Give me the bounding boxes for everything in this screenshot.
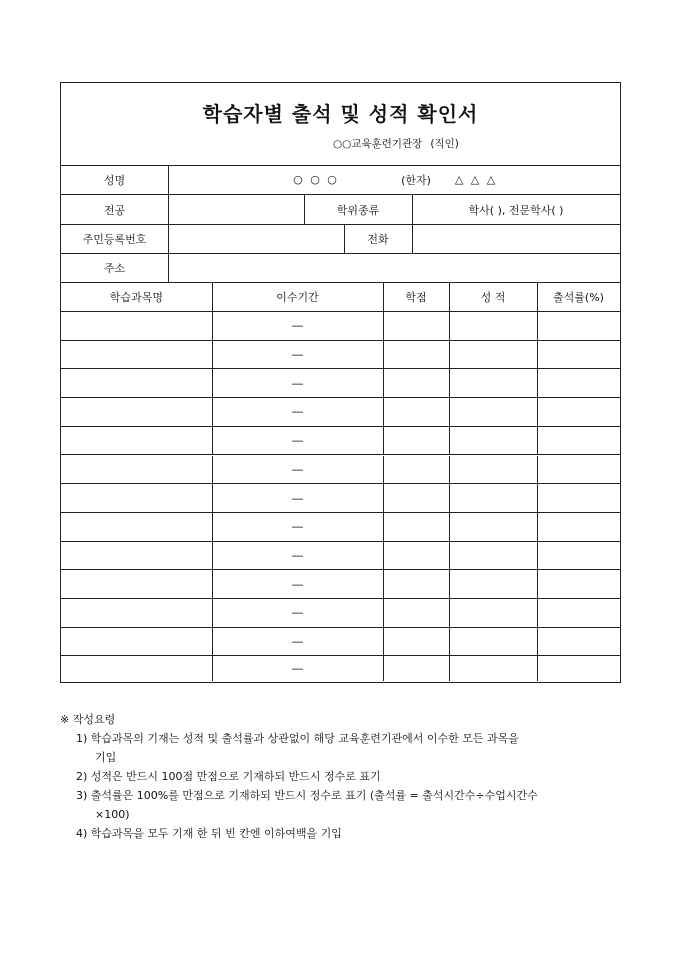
attendance-cell[interactable] [537,341,620,369]
issuer-line [333,136,459,151]
major-label: 전공 [103,203,126,217]
table-row [61,427,620,456]
grade-cell[interactable] [449,542,537,570]
credit-cell[interactable] [383,570,449,598]
guide-item-text: 3) 출석률은 100%를 만점으로 기재하되 반드시 정수로 표기 (출석률 = 출석시간수÷수업시간수 [76,789,538,802]
period-cell[interactable]: ― [292,491,303,505]
grade-cell[interactable] [449,427,537,455]
period-cell[interactable]: ― [292,319,303,333]
credit-cell[interactable] [383,513,449,541]
attendance-cell[interactable] [537,398,620,426]
attendance-cell[interactable] [537,369,620,397]
table-row [61,369,620,398]
name-row [61,165,620,195]
credit-cell[interactable] [383,542,449,570]
period-cell[interactable]: ― [292,635,303,649]
address-label: 주소 [103,262,126,275]
rrn-label: 주민등록번호 [82,233,147,246]
course-name-cell[interactable] [61,599,212,627]
period-cell[interactable]: ― [292,606,303,620]
period-cell[interactable]: ― [292,577,303,591]
grade-cell[interactable] [449,312,537,340]
col-header-attendance: 출석률(%) [553,291,604,304]
period-cell[interactable]: ― [292,662,303,676]
guide-item-text: 1) 학습과목의 기재는 성적 및 출석률과 상관없이 해당 교육훈련기관에서 이수한 모든 과목을 [76,732,519,745]
grade-cell[interactable] [449,570,537,598]
degree-label: 학위종류 [336,203,380,217]
attendance-cell[interactable] [537,656,620,681]
attendance-cell[interactable] [537,312,620,340]
course-name-cell[interactable] [61,542,212,570]
name-label: 성명 [103,173,126,187]
credit-cell[interactable] [383,628,449,656]
grade-cell[interactable] [449,456,537,484]
table-row [61,398,620,427]
course-name-cell[interactable] [61,484,212,512]
table-row [61,628,620,657]
hanja-value[interactable]: △ △ △ [454,173,498,186]
table-row [61,312,620,341]
period-cell[interactable]: ― [292,462,303,476]
col-header-credit: 학점 [405,291,427,304]
period-cell[interactable]: ― [292,348,303,362]
credit-cell[interactable] [383,599,449,627]
name-value[interactable]: ○ ○ ○ [293,173,339,186]
issuer-seal: (직인) [430,138,459,150]
attendance-cell[interactable] [537,456,620,484]
course-name-cell[interactable] [61,513,212,541]
title-section [61,83,620,166]
phone-value-field[interactable] [412,225,620,253]
col-header-period: 이수기간 [276,291,319,304]
attendance-cell[interactable] [537,427,620,455]
phone-label: 전화 [367,233,389,246]
major-value-field[interactable] [169,195,304,224]
guide-item [60,786,640,824]
table-row [61,570,620,599]
course-name-cell[interactable] [61,369,212,397]
table-row [61,599,620,628]
period-cell[interactable]: ― [292,434,303,448]
table-row [61,341,620,370]
grade-cell[interactable] [449,628,537,656]
guide-item-continuation: ×100) [95,808,130,821]
period-cell[interactable]: ― [292,520,303,534]
guide-item [60,824,640,843]
credit-cell[interactable] [383,312,449,340]
table-row [61,513,620,542]
period-cell[interactable]: ― [292,548,303,562]
attendance-cell[interactable] [537,513,620,541]
address-row [61,254,620,283]
guide-item [60,729,640,767]
rrn-value-field[interactable] [169,225,344,253]
grade-cell[interactable] [449,484,537,512]
attendance-cell[interactable] [537,628,620,656]
col-header-grade: 성 적 [480,291,506,304]
attendance-cell[interactable] [537,542,620,570]
degree-value[interactable]: 학사( ), 전문학사( ) [468,203,564,217]
credit-cell[interactable] [383,369,449,397]
credit-cell[interactable] [383,456,449,484]
course-name-cell[interactable] [61,341,212,369]
course-name-cell[interactable] [61,656,212,681]
credit-cell[interactable] [383,484,449,512]
table-row [61,484,620,513]
course-table-header [61,283,620,312]
credit-cell[interactable] [383,341,449,369]
credit-cell[interactable] [383,427,449,455]
credit-cell[interactable] [383,398,449,426]
document-title: 학습자별 출석 및 성적 확인서 [202,102,479,126]
guide-item-text: 2) 성적은 반드시 100점 만점으로 기재하되 반드시 정수로 표기 [76,770,381,783]
guide-item-text: 4) 학습과목을 모두 기재 한 뒤 빈 칸엔 이하여백을 기입 [76,827,342,840]
hanja-label: (한자) [401,173,431,187]
table-row [61,456,620,485]
course-name-cell[interactable] [61,628,212,656]
table-row [61,542,620,571]
grade-cell[interactable] [449,599,537,627]
rrn-row [61,225,620,254]
table-row [61,656,620,681]
grade-cell[interactable] [449,398,537,426]
attendance-cell[interactable] [537,484,620,512]
major-row [61,195,620,225]
course-name-cell[interactable] [61,570,212,598]
period-cell[interactable]: ― [292,405,303,419]
col-header-course: 학습과목명 [109,291,164,304]
confirmation-form [60,82,621,683]
grade-cell[interactable] [449,656,537,681]
grade-cell[interactable] [449,341,537,369]
address-value-field[interactable] [169,254,620,282]
guide-item-continuation: 기입 [95,751,117,764]
grade-cell[interactable] [449,369,537,397]
credit-cell[interactable] [383,656,449,681]
grade-cell[interactable] [449,513,537,541]
course-name-cell[interactable] [61,456,212,484]
writing-guide [60,710,640,843]
attendance-cell[interactable] [537,570,620,598]
course-name-cell[interactable] [61,312,212,340]
guide-heading: ※ 작성요령 [60,713,116,726]
period-cell[interactable]: ― [292,376,303,390]
course-name-cell[interactable] [61,398,212,426]
issuer-org: ○○교육훈련기관장 [333,138,423,150]
guide-item [60,767,640,786]
course-name-cell[interactable] [61,427,212,455]
attendance-cell[interactable] [537,599,620,627]
